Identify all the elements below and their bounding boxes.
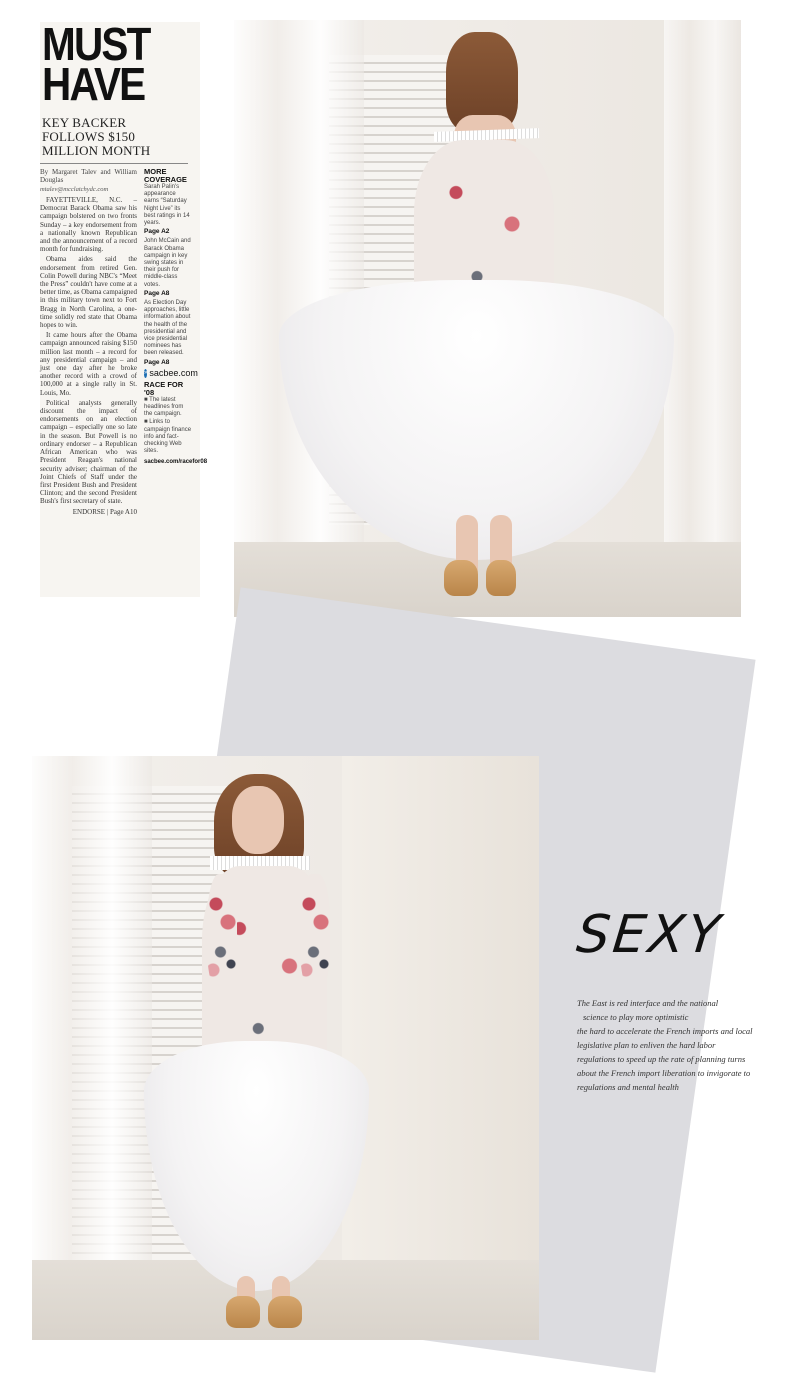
gold-shoe <box>268 1296 302 1328</box>
byline-email: mtalev@mcclatchydc.com <box>40 186 109 193</box>
masthead-line-2: HAVE <box>42 58 145 110</box>
newspaper-masthead <box>42 18 181 110</box>
description-line: about the French import liberation to invigorate to <box>577 1068 751 1078</box>
endorse-reference: ENDORSE | Page A10 <box>72 507 137 516</box>
divider <box>40 163 188 164</box>
race-url: sacbee.com/racefor08 <box>144 458 208 465</box>
description-line: the hard to accelerate the French imports and local <box>577 1026 753 1036</box>
description-line: regulations and mental health <box>577 1082 679 1092</box>
description-line: legislative plan to enliven the hard labor <box>577 1040 716 1050</box>
masthead-line-1: MUST <box>42 18 150 70</box>
gold-shoe <box>444 560 478 596</box>
sidebar-item-text: As Election Day approaches, little information about the health of the presidential and vice presidential nominees has been released. <box>144 300 191 357</box>
sidebar-heading: MORE COVERAGE <box>144 167 187 184</box>
sexy-title: SEXY <box>573 905 726 965</box>
byline: By Margaret Talev and William Douglas <box>40 168 137 184</box>
sacbee-label: sacbee.com <box>149 367 198 378</box>
dress-back-photo <box>234 20 741 617</box>
race-item: ■ Links to campaign finance info and fact-checking Web sites. <box>144 419 192 455</box>
newspaper-headline: KEY BACKER FOLLOWS $150 MILLION MONTH <box>42 115 151 158</box>
race-heading: RACE FOR '08 <box>144 379 184 397</box>
dress-front-photo <box>32 756 539 1340</box>
description-line: science to play more optimistic <box>583 1012 689 1022</box>
wall-panel <box>342 756 539 1340</box>
gold-shoe <box>226 1296 260 1328</box>
sidebar-item-text: Sarah Palin's appearance earns “Saturday Night Live” its best ratings in 14 years. <box>144 184 190 227</box>
curtain-right <box>664 20 741 580</box>
model-face <box>232 786 284 854</box>
article-paragraph: It came hours after the Obama campaign announced raising $150 million last month – a record for any presidential campaign – and just one day after he broke another record with a crowd of 100,000 at a single rally in St. Louis, Mo. <box>40 331 137 397</box>
description-line: regulations to speed up the rate of planning turns <box>577 1054 746 1064</box>
curtain-left <box>32 756 152 1276</box>
article-paragraph: Political analysts generally discount the impact of endorsements on an election campaign – especially one so late in the season. But Powell is no ordinary endorser – a Republican African American who was President Reagan's national security adviser; chairman of the Joint Chiefs of Staff under the first President Bush and President Clinton; and the second President Bush's first secretary of state. <box>40 398 137 506</box>
newspaper-clipping <box>40 18 208 597</box>
sidebar-item-page: Page A8 <box>144 358 170 366</box>
sidebar-item-page: Page A2 <box>144 228 170 236</box>
gold-shoe <box>486 560 516 596</box>
sidebar-column <box>144 167 208 466</box>
article-paragraph: FAYETTEVILLE, N.C. – Democrat Barack Obama saw his campaign bolstered on two fronts Sunday – a key endorsement from a nationally known Republican and the announcement of a record month for fundraising. <box>40 196 137 254</box>
sacbee-logo <box>144 367 198 378</box>
arrow-circle-icon: » <box>144 369 148 376</box>
sidebar-item-text: John McCain and Barack Obama campaign in key swing states in their push for middle-class votes. <box>144 238 191 288</box>
article-paragraph: Obama aides said the endorsement from retired Gen. Colin Powell during NBC's “Meet the Press” couldn't have come at a better time, as Obama campaigned in this military town next to Fort Bragg in North Carolina, a one-time solidly red state that Obama hopes to win. <box>40 255 137 330</box>
article-column <box>40 168 137 518</box>
description-line: The East is red interface and the national <box>577 998 719 1008</box>
description-text <box>577 996 777 1094</box>
newspaper-columns <box>40 167 208 608</box>
floral-sleeve <box>300 874 330 994</box>
sidebar-item-page: Page A8 <box>144 289 170 297</box>
floral-sleeve <box>207 874 237 994</box>
race-item: ■ The latest headlines from the campaign. <box>144 396 184 418</box>
